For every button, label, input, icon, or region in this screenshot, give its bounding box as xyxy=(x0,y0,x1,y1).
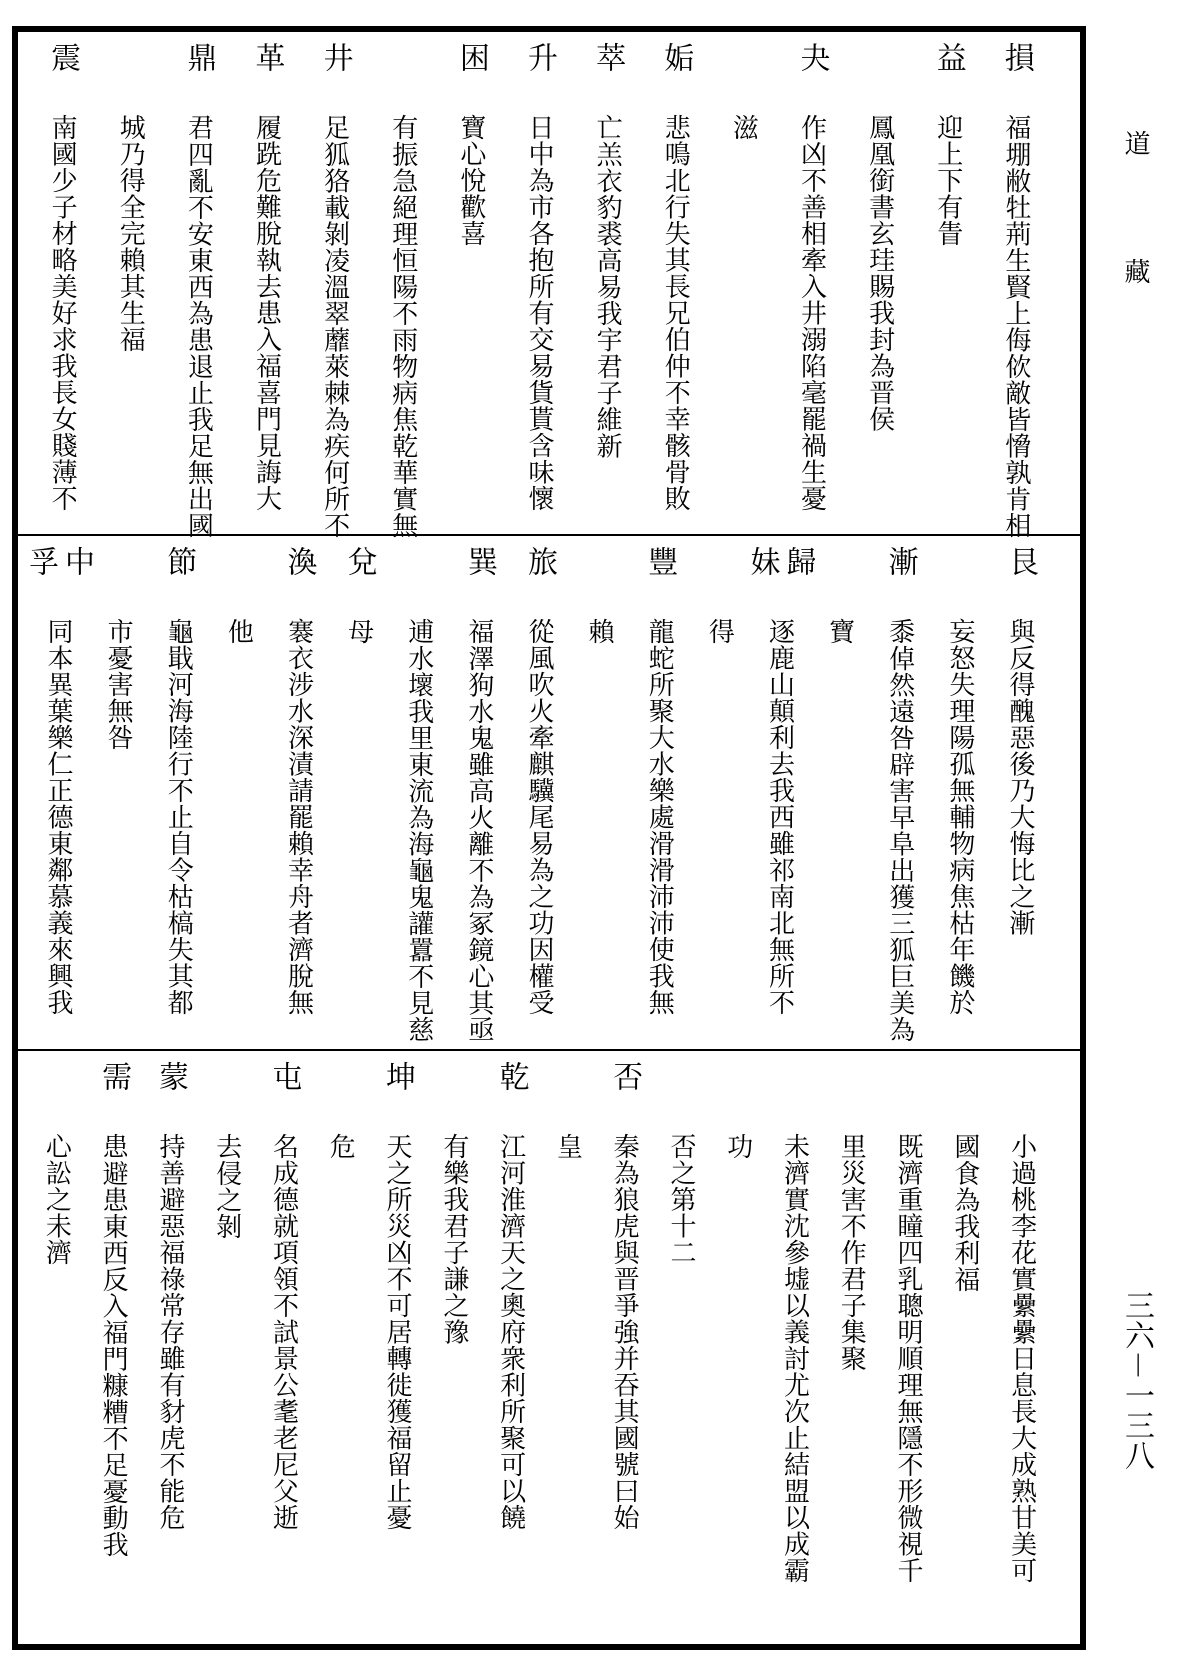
text-column xyxy=(112,42,148,353)
verse-text: 城乃得全完賴其生福 xyxy=(115,114,146,353)
verse-text: 國 xyxy=(949,1133,980,1160)
text-column xyxy=(641,546,677,1016)
hexagram-name: 否 xyxy=(607,1061,643,1107)
hexagram-name: 渙 xyxy=(281,546,317,592)
text-column xyxy=(862,42,898,432)
verse-text: 母 xyxy=(343,618,374,645)
text-column xyxy=(385,42,421,538)
text-column xyxy=(657,42,693,512)
text-column xyxy=(777,1061,813,1584)
text-column xyxy=(833,1061,869,1372)
verse-text: 秦為狼虎與晋爭強并吞其國號曰始 xyxy=(609,1133,640,1531)
verse-text: 既濟重瞳四乳聰明順理無隱不形微視千 xyxy=(893,1133,924,1584)
verse-text: 小過桃李花實纍纍日息長大成熟甘美可 xyxy=(1006,1133,1037,1584)
verse-text: 市憂害無咎 xyxy=(103,618,134,751)
verse-text: 寶心悅歡喜 xyxy=(455,114,486,247)
hexagram-name: 節 xyxy=(161,546,197,592)
text-column xyxy=(882,546,918,1042)
verse-text: 持善避惡福祿常存雖有豺虎不能危 xyxy=(154,1133,185,1531)
hexagram-name: 旅 xyxy=(522,546,557,592)
hexagram-name: 益 xyxy=(930,42,966,88)
text-column xyxy=(220,546,256,645)
text-column xyxy=(1004,1061,1040,1584)
verse-text: 逐鹿山顛利去我西雖祁南北無所不 xyxy=(764,618,795,1016)
panel-divider-1 xyxy=(12,534,1086,536)
text-column xyxy=(549,1061,585,1160)
text-column xyxy=(23,546,95,1016)
verse-text: 與反得醜惡後乃大悔比之漸 xyxy=(1004,618,1035,936)
verse-text: 天之所災凶不可居轉徙獲福留止憂 xyxy=(382,1133,413,1531)
margin-collection-label: 藏 xyxy=(1120,258,1150,284)
text-column xyxy=(521,546,557,1016)
text-column xyxy=(160,546,196,1016)
verse-text: 皇 xyxy=(552,1133,583,1160)
verse-text: 同本異葉樂仁正德東鄰慕義來興我 xyxy=(43,618,74,1016)
margin-page-number: 三六－一三八 xyxy=(1119,1290,1154,1470)
verse-text: 振急絕理恒陽不雨物病焦乾華實無 xyxy=(387,140,418,538)
verse-text: 去 xyxy=(211,1133,242,1160)
verse-text: 里災害不作君子集聚 xyxy=(836,1133,867,1372)
panel-divider-2 xyxy=(12,1049,1086,1051)
hexagram-name: 困 xyxy=(453,42,489,88)
text-column xyxy=(453,42,489,247)
hexagram-name: 坤 xyxy=(380,1061,416,1107)
text-column xyxy=(38,1061,74,1266)
text-column xyxy=(521,42,557,512)
text-column xyxy=(942,546,978,1016)
verse-text: 侵之剝 xyxy=(211,1159,242,1239)
verse-text: 日中為市各抱所有交易貨貰含味懷 xyxy=(524,114,554,512)
verse-text: 名成德就項領不試景公耄老尼父逝 xyxy=(268,1133,299,1531)
verse-text: 迎上下有眚 xyxy=(932,114,963,247)
hexagram-name: 夬 xyxy=(794,42,830,88)
verse-text: 狐狢載剝凌溫翠蘼萊棘為疾何所不 xyxy=(319,140,350,538)
text-column xyxy=(401,546,437,1042)
verse-text: 鳳凰銜書玄珪賜我封為晋侯 xyxy=(864,114,895,432)
verse-text: 福 xyxy=(1000,114,1031,141)
hexagram-name: 兌 xyxy=(341,546,377,592)
text-column xyxy=(998,42,1034,538)
verse-text: 君 xyxy=(183,114,214,141)
verse-text: 逋 xyxy=(403,618,434,645)
verse-text: 作凶不善相牽入井溺陷毫罷禍生憂 xyxy=(796,114,827,512)
hexagram-name: 姤 xyxy=(658,42,694,88)
verse-text: 心訟之未濟 xyxy=(41,1133,72,1266)
verse-text: 足 xyxy=(319,114,350,141)
panel-top xyxy=(18,36,1080,538)
verse-text: 四亂不安東西為患退止我足無出國 xyxy=(183,140,214,538)
hexagram-name: 乾 xyxy=(493,1061,529,1107)
text-column xyxy=(1002,546,1038,936)
verse-text: 危 xyxy=(325,1133,356,1160)
verse-text: 妄怒失理陽孤無輔物病焦枯年饑於 xyxy=(944,618,975,1016)
text-column xyxy=(317,42,353,538)
verse-text: 堋敝牡荊生賢上侮佽敵皆愶孰肯相 xyxy=(1000,140,1031,538)
verse-text: 寶 xyxy=(824,618,855,645)
text-column xyxy=(947,1061,983,1292)
verse-text: 龜戢河海陸行不止自令枯槁失其都 xyxy=(163,618,194,1016)
text-column xyxy=(701,546,737,645)
hexagram-name: 豐 xyxy=(642,546,678,592)
verse-text: 黍 xyxy=(884,618,915,645)
hexagram-name: 漸 xyxy=(882,546,918,592)
verse-text: 有樂我君子謙之豫 xyxy=(438,1133,469,1345)
verse-text: 羔衣豹裘高易我宇君子維新 xyxy=(592,140,623,459)
panel-bottom xyxy=(18,1055,1080,1635)
text-column xyxy=(744,546,816,1016)
verse-text: 悲鳴北行失其長兄伯仲不幸骸骨敗 xyxy=(660,114,691,512)
text-column xyxy=(322,1061,358,1160)
text-column xyxy=(248,42,284,512)
verse-text: 褰衣涉水深漬請罷賴幸舟者濟脫無 xyxy=(283,618,314,1016)
text-column xyxy=(606,1061,642,1531)
text-column xyxy=(180,42,216,538)
margin-book-label: 道 xyxy=(1120,130,1150,156)
verse-text: 患 xyxy=(98,1133,129,1160)
text-column xyxy=(930,42,966,247)
hexagram-name: 巽 xyxy=(461,546,497,592)
verse-text: 滋 xyxy=(728,114,759,141)
text-column xyxy=(379,1061,415,1531)
verse-text: 否之第十二 xyxy=(665,1133,696,1266)
hexagram-name: 屯 xyxy=(266,1061,302,1107)
text-column xyxy=(209,1061,245,1239)
text-column xyxy=(725,42,761,141)
verse-text: 避患東西反入福門糠糟不足憂動我 xyxy=(98,1159,129,1557)
hexagram-name: 蒙 xyxy=(152,1061,188,1107)
hexagram-name: 艮 xyxy=(1002,546,1038,592)
hexagram-name: 需 xyxy=(96,1061,132,1107)
hexagram-name: 鼎 xyxy=(181,42,217,88)
verse-text: 南國少子材略美好求我長女賤薄不 xyxy=(47,114,78,512)
text-column xyxy=(822,546,858,645)
text-column xyxy=(493,1061,529,1531)
text-column xyxy=(44,42,80,512)
text-column xyxy=(794,42,830,512)
verse-text: 有 xyxy=(387,114,418,141)
verse-text: 賴 xyxy=(584,618,615,645)
verse-text: 澤狗水鬼雖高火離不為冢鏡心其亟 xyxy=(463,644,494,1042)
text-column xyxy=(95,1061,131,1557)
text-column xyxy=(581,546,617,645)
hexagram-name: 中孚 xyxy=(23,546,95,592)
text-column xyxy=(436,1061,472,1345)
text-column xyxy=(100,546,136,751)
hexagram-name: 損 xyxy=(998,42,1034,88)
text-column xyxy=(663,1061,699,1266)
verse-text: 未濟實沈參墟以義討尤次止結盟以成霸 xyxy=(779,1133,810,1584)
text-column xyxy=(281,546,317,1016)
verse-text: 履跣危難脫執去患入福喜門見誨大 xyxy=(251,114,282,512)
panel-middle xyxy=(18,540,1080,1046)
verse-text: 功 xyxy=(722,1133,753,1160)
verse-text: 江河淮濟天之奧府衆利所聚可以饒 xyxy=(495,1133,526,1531)
verse-text: 得 xyxy=(704,618,735,645)
hexagram-name: 萃 xyxy=(590,42,626,88)
verse-text: 倬然遠咎辟害早阜出獲三狐巨美為 xyxy=(884,644,915,1042)
verse-text: 福 xyxy=(463,618,494,645)
verse-text: 亡 xyxy=(592,114,623,141)
text-column xyxy=(890,1061,926,1584)
verse-text: 食為我利福 xyxy=(949,1159,980,1292)
text-column xyxy=(589,42,625,459)
text-column xyxy=(341,546,377,645)
hexagram-name: 震 xyxy=(45,42,81,88)
hexagram-name: 革 xyxy=(249,42,285,88)
hexagram-name: 井 xyxy=(317,42,353,88)
verse-text: 他 xyxy=(223,618,254,645)
text-column xyxy=(266,1061,302,1531)
text-column xyxy=(720,1061,756,1160)
text-column xyxy=(152,1061,188,1531)
verse-text: 從風吹火牽麒驥尾易為之功因權受 xyxy=(524,618,554,1016)
hexagram-name: 升 xyxy=(522,42,557,88)
verse-text: 水壞我里東流為海龜鬼讙囂不見慈 xyxy=(403,644,434,1042)
text-column xyxy=(461,546,497,1042)
hexagram-name: 歸妹 xyxy=(744,546,816,592)
verse-text: 龍蛇所聚大水樂處滑滑沛沛使我無 xyxy=(644,618,675,1016)
